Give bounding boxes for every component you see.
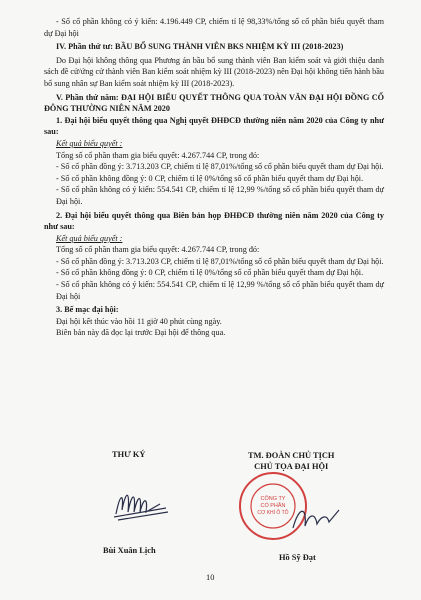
subheading-1: 1. Đại hội biểu quyết thông qua Nghị quyết ĐHĐCĐ thường niên năm 2020 của Công ty như sau: bbox=[44, 115, 384, 137]
svg-text:CƠ KHÍ Ô TÔ: CƠ KHÍ Ô TÔ bbox=[257, 510, 289, 516]
chair-title-line-2: CHỦ TỌA ĐẠI HỘI bbox=[254, 462, 329, 471]
paragraph-l1: - Số cổ phần không có ý kiến: 4.196.449 CP, chiếm tỉ lệ 98,33%/tổng số cổ phần biểu quyết tham dự Đại hội bbox=[44, 17, 384, 38]
vote-agree-2: - Số cổ phần đồng ý: 3.713.203 CP, chiếm tỉ lệ 87,01%/tổng số cổ phần biểu quyết tham dự Đại hội. bbox=[56, 256, 384, 266]
secretary-title: THƯ KÝ bbox=[112, 450, 146, 459]
chair-signature-icon bbox=[285, 500, 345, 540]
vote-total-1: Tổng số cổ phần tham gia biểu quyết: 4.267.744 CP, trong đó: bbox=[56, 150, 260, 160]
vote-result-label-2: Kết quả biểu quyết : bbox=[56, 233, 123, 243]
closing-time: Đại hội kết thúc vào hồi 11 giờ 40 phút cùng ngày. bbox=[56, 316, 222, 326]
svg-text:CỔ PHẦN: CỔ PHẦN bbox=[260, 503, 286, 509]
svg-text:CÔNG TY: CÔNG TY bbox=[260, 496, 286, 502]
vote-abstain-1: - Số cổ phần không có ý kiến: 554.541 CP, chiếm tỉ lệ 12,99 %/tổng số cổ phần biểu quyết tham dự Đại hội. bbox=[56, 185, 384, 206]
subheading-2: 2. Đại hội biểu quyết thông qua Biên bản họp ĐHĐCĐ thường niên năm 2020 của Công ty như sau: bbox=[44, 210, 384, 232]
chair-title-line-1: TM. ĐOÀN CHỦ TỊCH bbox=[248, 451, 335, 460]
chair-title bbox=[248, 450, 334, 472]
document-body bbox=[44, 16, 384, 339]
vote-abstain-2: - Số cổ phần không có ý kiến: 554.541 CP, chiếm tỉ lệ 12,99 %/tổng số cổ phần biểu quyết tham dự Đại hội bbox=[56, 280, 384, 301]
section-heading-iv: IV. Phần thứ tư: BẦU BỔ SUNG THÀNH VIÊN BKS NHIỆM KỲ III (2018-2023) bbox=[56, 42, 344, 52]
section-heading-v: V. Phần thứ năm: ĐẠI HỘI BIỂU QUYẾT THÔNG QUA TOÀN VĂN ĐẠI HỘI ĐỒNG CỔ ĐÔNG THƯỜNG NIÊN NĂM 2020 bbox=[44, 92, 384, 114]
subheading-3: 3. Bế mạc đại hội: bbox=[56, 305, 119, 315]
closing-approval: Biên bản này đã đọc lại trước Đại hội để thông qua. bbox=[56, 328, 226, 338]
chair-name: Hồ Sỹ Đạt bbox=[279, 553, 316, 562]
vote-disagree-1: - Số cổ phần không đồng ý: 0 CP, chiếm tỉ lệ 0%/tổng số cổ phần biểu quyết tham dự Đại hội. bbox=[56, 173, 364, 183]
page-number: 10 bbox=[206, 573, 215, 582]
secretary-signature-icon bbox=[110, 484, 172, 524]
vote-total-2: Tổng số cổ phần tham gia biểu quyết: 4.267.744 CP, trong đó: bbox=[56, 245, 260, 255]
secretary-name: Bùi Xuân Lịch bbox=[103, 546, 156, 555]
vote-result-label-1: Kết quả biểu quyết : bbox=[56, 138, 123, 148]
paragraph-l3: Do Đại hội không thông qua Phương án bầu bổ sung thành viên Ban kiểm soát và giới thiệu danh sách đề cử/ứng cử thành viên Ban kiểm soát nhiệm kỳ III (2018-2023) nên Đại hội không tiến hành bầu bổ sung nhân sự Ban kiểm soát nhiệm kỳ III (2018-2023). bbox=[44, 55, 384, 88]
vote-agree-1: - Số cổ phần đồng ý: 3.713.203 CP, chiếm tỉ lệ 87,01%/tổng số cổ phần biểu quyết tham dự Đại hội. bbox=[56, 162, 384, 172]
vote-disagree-2: - Số cổ phần không đồng ý: 0 CP, chiếm tỉ lệ 0%/tổng số cổ phần biểu quyết tham dự Đại hội. bbox=[56, 268, 364, 278]
